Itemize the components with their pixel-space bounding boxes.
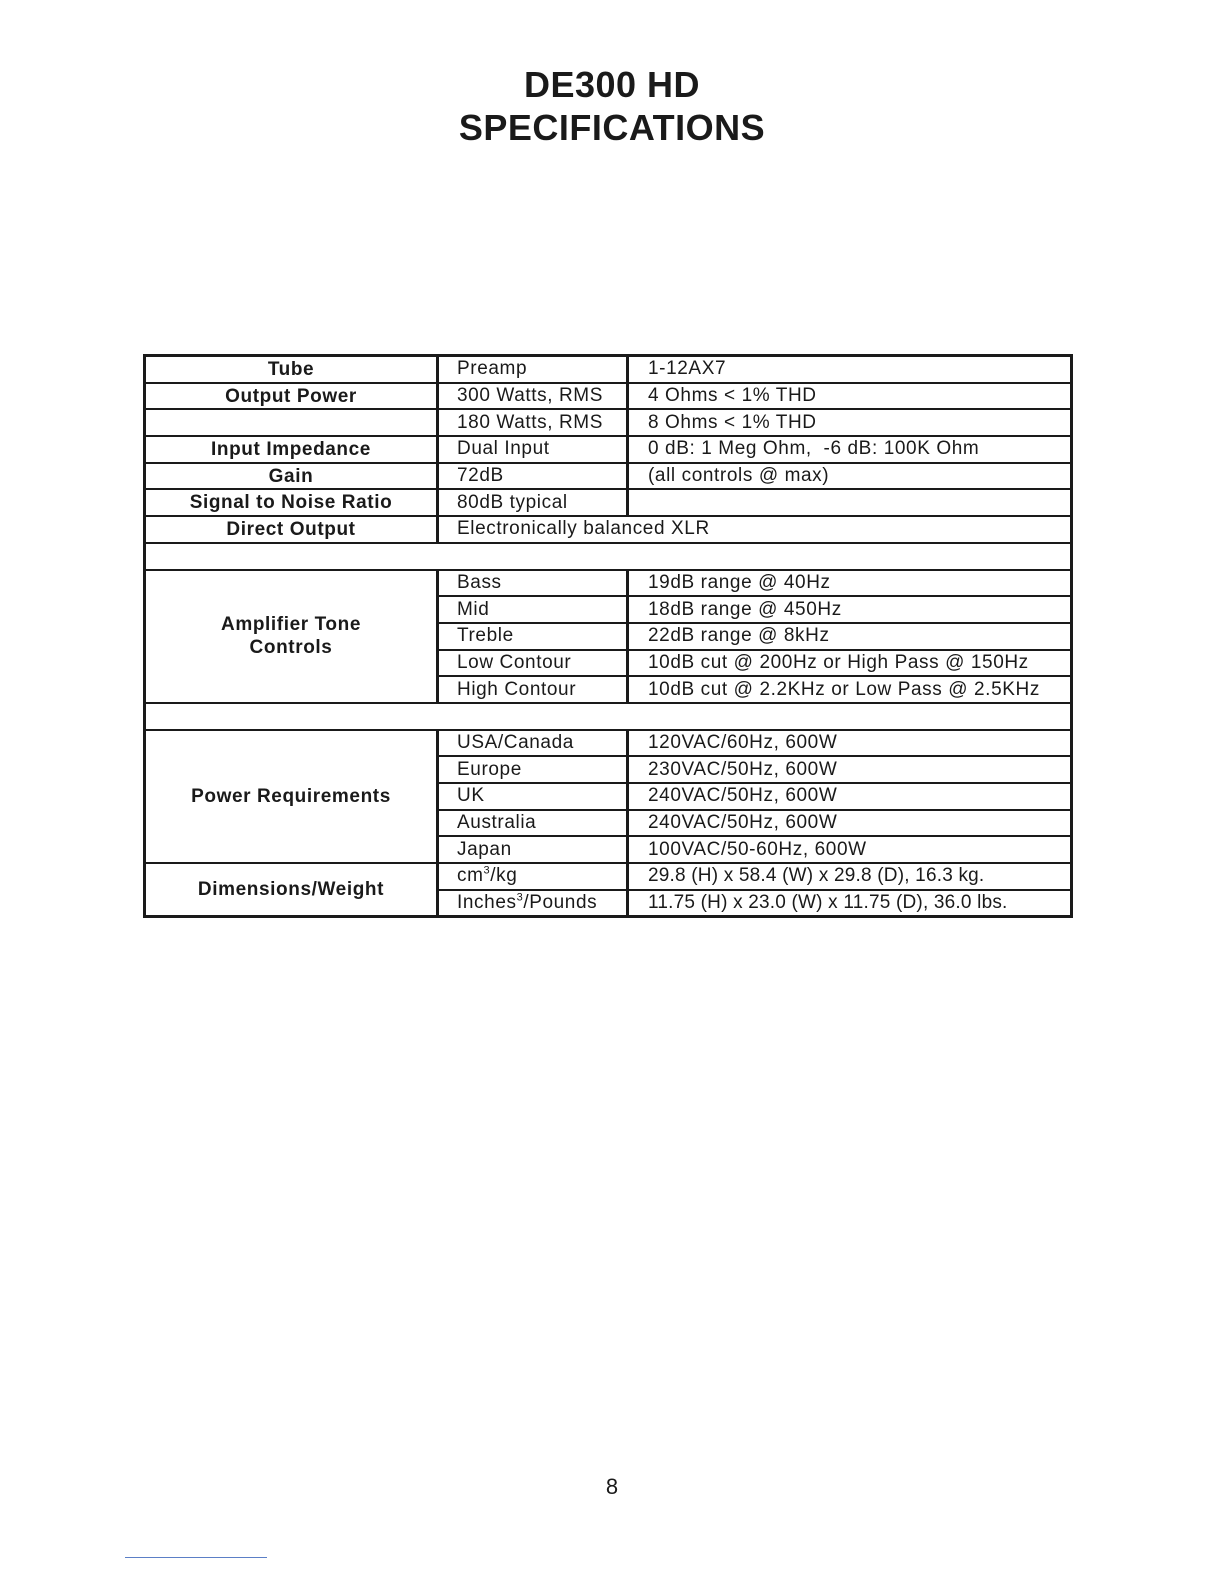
tone-value: 10dB cut @ 2.2KHz or Low Pass @ 2.5KHz [628,676,1072,703]
direct-output-value: Electronically balanced XLR [438,516,1072,543]
input-impedance-value: 0 dB: 1 Meg Ohm, -6 dB: 100K Ohm [628,436,1072,463]
tube-label: Tube [145,356,438,383]
table-row [145,570,1072,597]
tone-sub: Bass [438,570,628,597]
dimensions-metric-unit: $cm^3/kg$ [438,863,628,890]
spacer-row [145,703,1072,730]
tone-sub: High Contour [438,676,628,703]
gain-value: (all controls @ max) [628,463,1072,490]
dimensions-imperial-unit: Inches$^3$/Pounds [438,890,628,917]
output-power-sub: 180 Watts, RMS [438,409,628,436]
output-power-sub: 300 Watts, RMS [438,383,628,410]
power-sub: Australia [438,810,628,837]
power-value: 240VAC/50Hz, 600W [628,783,1072,810]
page-title: DE300 HD [523,64,701,105]
power-value: 120VAC/60Hz, 600W [628,730,1072,757]
dimensions-label: Dimensions/Weight [145,863,438,917]
input-impedance-sub: Dual Input [438,436,628,463]
power-requirements-label: Power Requirements [145,730,438,863]
power-sub: UK [438,783,628,810]
tone-sub: Low Contour [438,650,628,677]
output-power-blank-cell [145,409,438,436]
tone-value: 10dB cut @ 200Hz or High Pass @ 150Hz [628,650,1072,677]
table-row [145,463,1072,490]
spacer-row [145,543,1072,570]
tube-value: 1-12AX7 [628,356,1072,383]
output-power-value: 8 Ohms < 1% THD [628,409,1072,436]
table-row [145,489,1072,516]
dimensions-metric-value: 29.8 (H) x 58.4 (W) x 29.8 (D), 16.3 kg. [628,863,1072,890]
dimensions-imperial-value: 11.75 (H) x 23.0 (W) x 11.75 (D), 36.0 lbs. [628,890,1072,917]
table-row [145,730,1072,757]
power-sub: USA/Canada [438,730,628,757]
direct-output-label: Direct Output [145,516,438,543]
output-power-value: 4 Ohms < 1% THD [628,383,1072,410]
tube-sub: Preamp [438,356,628,383]
table-row [145,409,1072,436]
table-row [145,383,1072,410]
power-sub: Japan [438,836,628,863]
tone-value: 19dB range @ 40Hz [628,570,1072,597]
page-subtitle: SPECIFICATIONS [458,107,766,148]
table-row [145,436,1072,463]
gain-label: Gain [145,463,438,490]
tone-value: 18dB range @ 450Hz [628,596,1072,623]
power-value: 240VAC/50Hz, 600W [628,810,1072,837]
page-number: 8 [605,1474,619,1499]
footer-rule [125,1557,267,1558]
input-impedance-label: Input Impedance [145,436,438,463]
snr-label: Signal to Noise Ratio [145,489,438,516]
specifications-table [143,354,1073,918]
tone-sub: Mid [438,596,628,623]
output-power-label: Output Power [145,383,438,410]
table-row [145,516,1072,543]
tone-controls-label: Amplifier Tone Controls [145,570,438,703]
tone-value: 22dB range @ 8kHz [628,623,1072,650]
power-value: 100VAC/50-60Hz, 600W [628,836,1072,863]
table-row [145,863,1072,890]
power-sub: Europe [438,756,628,783]
table-row [145,356,1072,383]
gain-sub: 72dB [438,463,628,490]
power-value: 230VAC/50Hz, 600W [628,756,1072,783]
snr-sub: 80dB typical [438,489,628,516]
snr-value [628,489,1072,516]
tone-sub: Treble [438,623,628,650]
